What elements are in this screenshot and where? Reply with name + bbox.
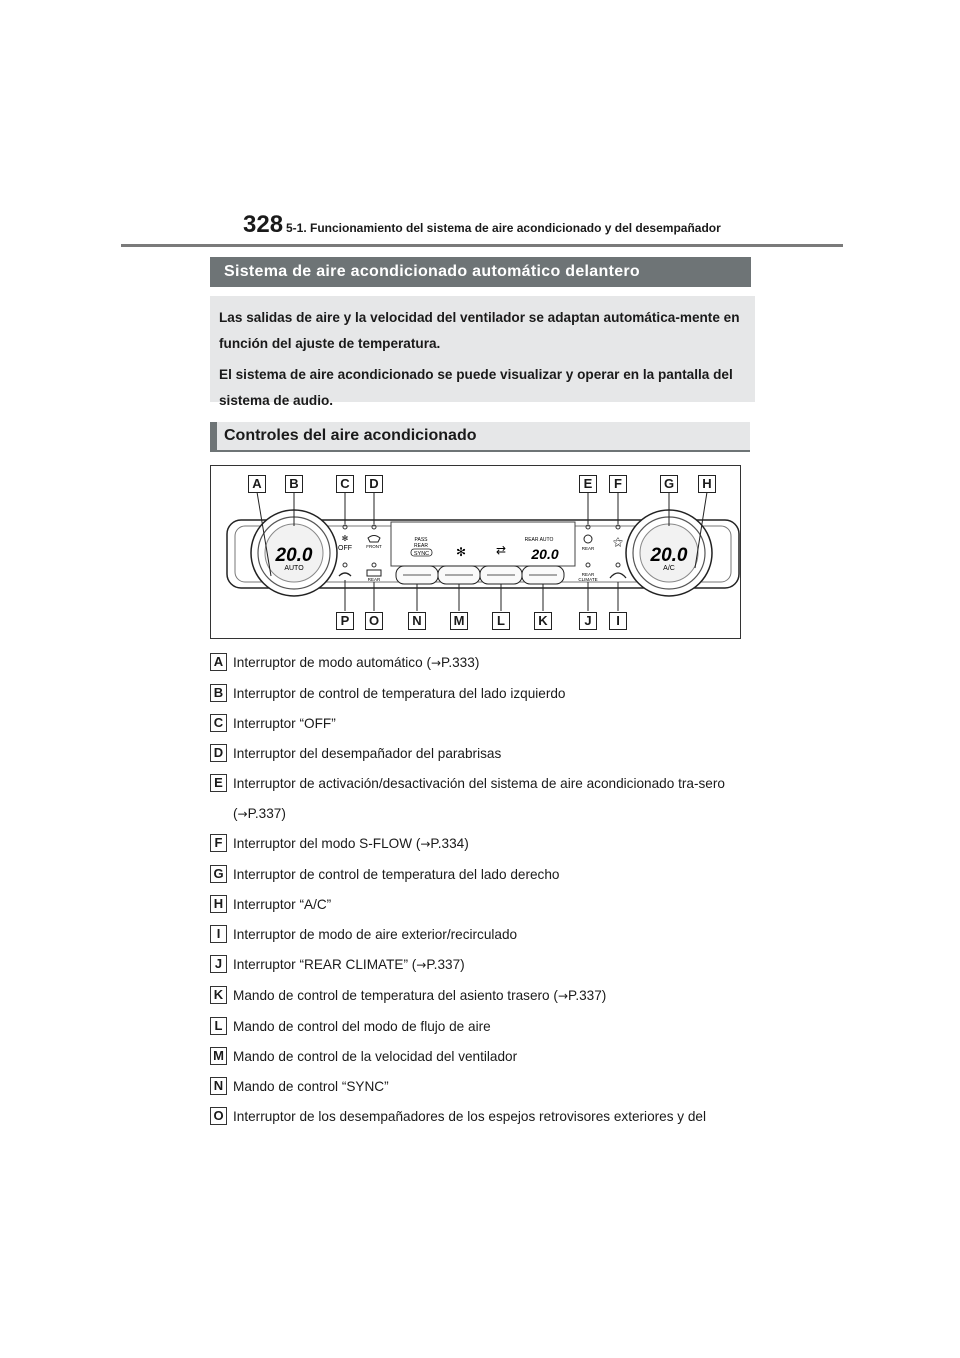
control-panel-figure bbox=[210, 465, 741, 639]
list-item-g bbox=[210, 860, 770, 890]
callout-d: D bbox=[365, 475, 383, 493]
page-reference: P.333 bbox=[441, 655, 475, 670]
airflow-icon: ⇄ bbox=[495, 543, 507, 557]
rear-auto-label: REAR AUTO bbox=[524, 537, 554, 543]
list-item-c bbox=[210, 709, 770, 739]
badge-l: L bbox=[210, 1017, 227, 1035]
badge-o: O bbox=[210, 1107, 227, 1125]
reference-arrow-icon: → bbox=[557, 988, 568, 1003]
callout-a: A bbox=[248, 475, 266, 493]
item-text: Interruptor “A/C” bbox=[233, 897, 332, 913]
callout-h: H bbox=[698, 475, 716, 493]
item-tail: ) bbox=[464, 836, 469, 852]
item-text: Interruptor de activación/desactivación del sistema de aire acondicionado tra-sero ( bbox=[233, 775, 725, 821]
item-text: Interruptor de los desempañadores de los espejos retrovisores exteriores y del bbox=[233, 1108, 707, 1124]
front-label: FRONT bbox=[366, 544, 382, 549]
item-tail: ) bbox=[281, 805, 286, 821]
list-item-b bbox=[210, 679, 770, 709]
list-item-i bbox=[210, 920, 770, 950]
reference-arrow-icon: → bbox=[420, 837, 431, 852]
fan-speed-icon: ✻ bbox=[455, 545, 467, 559]
badge-i: I bbox=[210, 925, 227, 943]
item-tail: ) bbox=[474, 655, 480, 670]
page-reference: P.337 bbox=[247, 805, 282, 821]
badge-n: N bbox=[210, 1077, 227, 1095]
page-reference: P.337 bbox=[568, 987, 602, 1003]
header-rule bbox=[121, 244, 843, 247]
off-label: OFF bbox=[338, 545, 352, 552]
badge-j: J bbox=[210, 955, 227, 973]
item-text: Interruptor de modo de aire exterior/recirculado bbox=[233, 927, 518, 943]
page-number: 328 bbox=[243, 211, 284, 238]
page-reference: P.337 bbox=[426, 957, 461, 973]
list-item-a bbox=[210, 648, 770, 679]
intro-paragraph-1: Las salidas de aire y la velocidad del ventilador se adaptan automática-mente en función del ajuste de temperatura. bbox=[219, 310, 740, 351]
item-text: Mando de control del modo de flujo de aire bbox=[233, 1018, 491, 1034]
rear-climate-label-1: REAR bbox=[581, 572, 595, 577]
item-text: Interruptor “OFF” bbox=[233, 715, 336, 731]
subsection-title: Controles del aire acondicionado bbox=[210, 422, 750, 452]
section-title: Sistema de aire acondicionado automático delantero bbox=[210, 257, 751, 287]
item-text: Interruptor de control de temperatura del lado derecho bbox=[233, 867, 560, 883]
list-item-m bbox=[210, 1042, 770, 1072]
item-text: Mando de control “SYNC” bbox=[233, 1078, 389, 1094]
rear-button-label: REAR bbox=[581, 546, 595, 551]
rear-small-label: REAR bbox=[367, 577, 381, 582]
sflow-icon: ⚝ bbox=[613, 537, 623, 548]
list-item-h bbox=[210, 890, 770, 920]
center-temp-display: 20.0 bbox=[531, 546, 559, 562]
item-text: Mando de control de temperatura del asiento trasero ( bbox=[233, 987, 558, 1003]
right-temp-display: 20.0 bbox=[650, 545, 688, 566]
callout-m: M bbox=[450, 612, 468, 630]
callout-f: F bbox=[609, 475, 627, 493]
item-text: Interruptor de control de temperatura del lado izquierdo bbox=[233, 685, 566, 701]
item-text: Interruptor del modo S-FLOW ( bbox=[233, 836, 421, 852]
item-tail: ) bbox=[601, 987, 607, 1003]
reference-arrow-icon: → bbox=[237, 806, 248, 821]
callout-n: N bbox=[408, 612, 426, 630]
fan-icon: ✻ bbox=[341, 534, 349, 543]
badge-m: M bbox=[210, 1047, 227, 1065]
callout-b: B bbox=[285, 475, 303, 493]
left-auto-label: AUTO bbox=[284, 565, 304, 572]
callout-l: L bbox=[492, 612, 510, 630]
item-text: Interruptor de modo automático ( bbox=[233, 655, 431, 670]
running-header: 5-1. Funcionamiento del sistema de aire acondicionado y del desempañador bbox=[286, 221, 721, 235]
list-item-f bbox=[210, 829, 770, 860]
callout-p: P bbox=[336, 612, 354, 630]
sync-label: SYNC bbox=[413, 551, 430, 557]
callout-k: K bbox=[534, 612, 552, 630]
intro-paragraph-2: El sistema de aire acondicionado se puede visualizar y operar en la pantalla del sistema de audio. bbox=[219, 367, 733, 408]
left-temp-display: 20.0 bbox=[275, 545, 313, 566]
callout-g: G bbox=[660, 475, 678, 493]
list-item-o bbox=[210, 1102, 770, 1132]
badge-d: D bbox=[210, 744, 227, 762]
right-ac-label: A/C bbox=[663, 565, 675, 572]
badge-g: G bbox=[210, 865, 227, 883]
badge-h: H bbox=[210, 895, 227, 913]
item-text: Interruptor “REAR CLIMATE” ( bbox=[233, 957, 417, 973]
badge-b: B bbox=[210, 684, 227, 702]
badge-e: E bbox=[210, 774, 227, 792]
control-list bbox=[210, 648, 770, 1132]
reference-arrow-icon: → bbox=[430, 656, 442, 670]
list-item-n bbox=[210, 1072, 770, 1102]
badge-k: K bbox=[210, 986, 227, 1004]
item-text: Mando de control de la velocidad del ventilador bbox=[233, 1048, 518, 1064]
callout-c: C bbox=[336, 475, 354, 493]
callout-o: O bbox=[365, 612, 383, 630]
list-item-e bbox=[210, 769, 770, 830]
rear-climate-label-2: CLIMATE bbox=[578, 577, 598, 582]
list-item-l bbox=[210, 1012, 770, 1042]
intro-box bbox=[210, 296, 755, 408]
page-reference: P.334 bbox=[430, 836, 465, 852]
rear-pass-label: REAR bbox=[414, 543, 428, 549]
callout-e: E bbox=[579, 475, 597, 493]
badge-f: F bbox=[210, 834, 227, 852]
badge-a: A bbox=[210, 653, 227, 671]
callout-j: J bbox=[579, 612, 597, 630]
list-item-d bbox=[210, 739, 770, 769]
reference-arrow-icon: → bbox=[416, 958, 427, 973]
list-item-j bbox=[210, 950, 770, 981]
callout-i: I bbox=[609, 612, 627, 630]
badge-c: C bbox=[210, 714, 227, 732]
item-tail: ) bbox=[460, 957, 465, 973]
list-item-k bbox=[210, 981, 770, 1012]
item-text: Interruptor del desempañador del parabrisas bbox=[233, 745, 502, 761]
pass-label: PASS bbox=[414, 537, 428, 543]
